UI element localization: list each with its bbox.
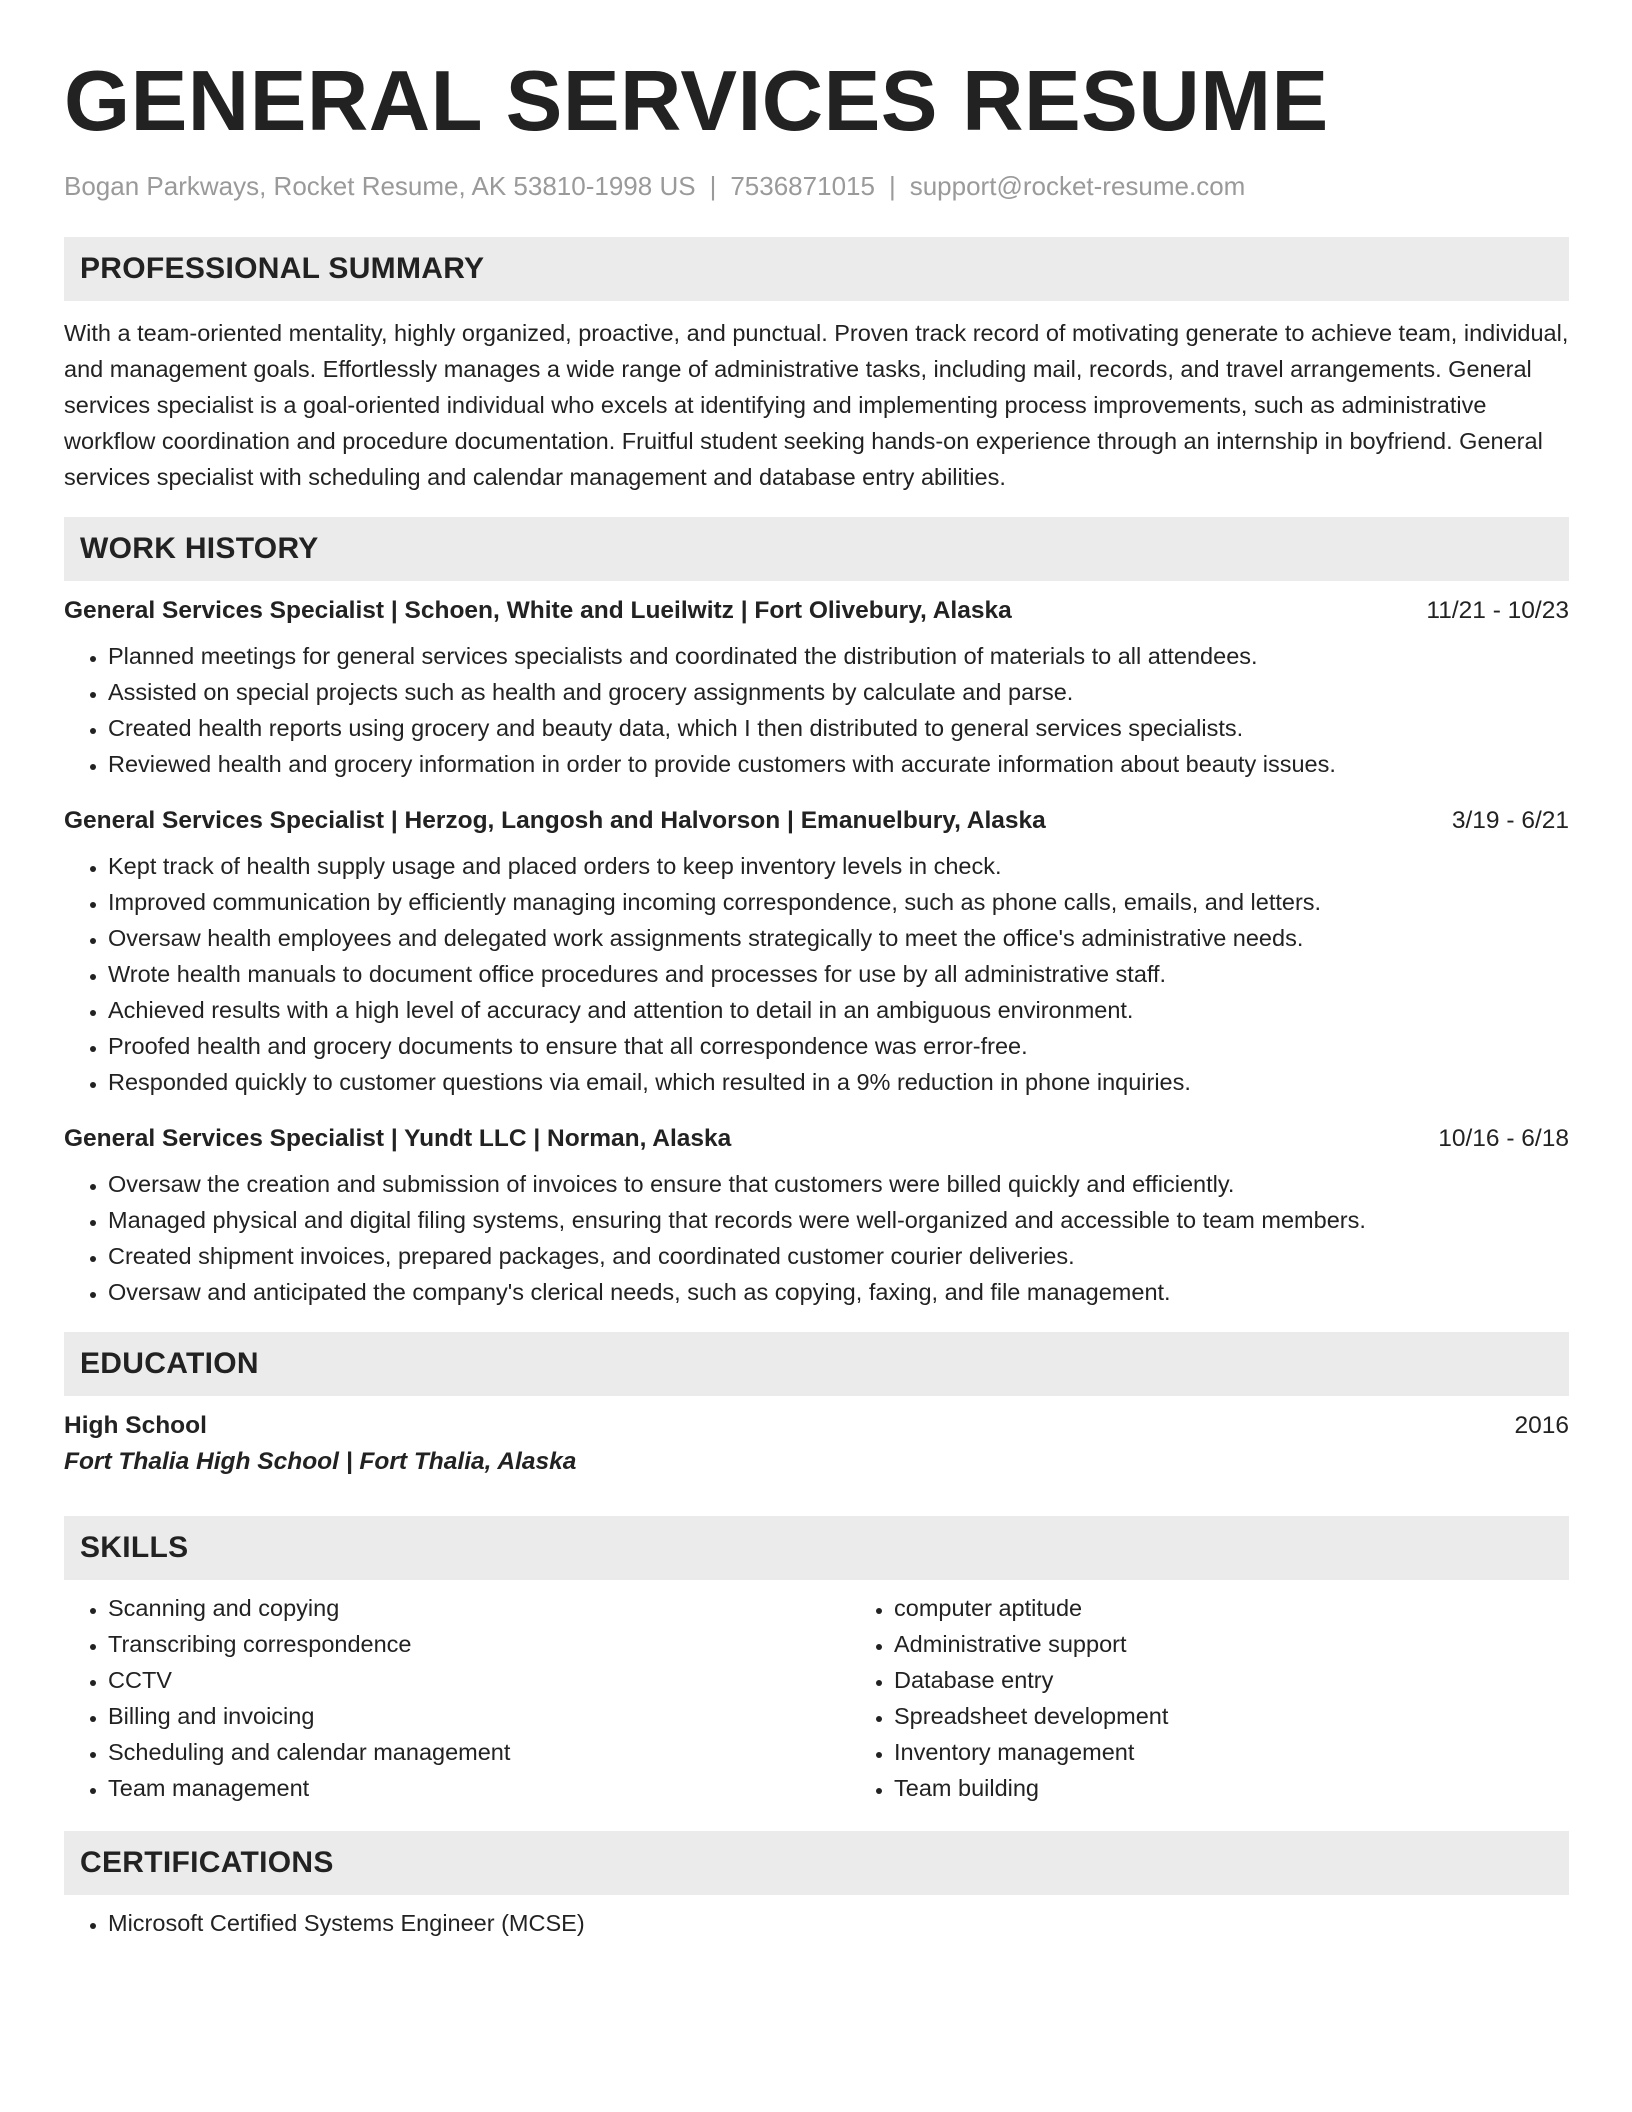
skill-item: • Scanning and copying [108, 1590, 850, 1626]
job-bullet: • Created shipment invoices, prepared packages, and coordinated customer courier deliveries. [108, 1238, 1569, 1274]
skill-item: • Team building [894, 1770, 1569, 1806]
job-entry [64, 1122, 1569, 1310]
certification-item: • Microsoft Certified Systems Engineer (MCSE) [108, 1905, 1569, 1941]
job-bullet: • Oversaw the creation and submission of invoices to ensure that customers were billed quickly and efficiently. [108, 1166, 1569, 1202]
education-degree: High School [64, 1412, 207, 1439]
job-title: General Services Specialist | Schoen, White and Lueilwitz | Fort Olivebury, Alaska [64, 597, 1012, 624]
section-heading-skills: SKILLS [64, 1516, 1569, 1580]
job-title: General Services Specialist | Herzog, Langosh and Halvorson | Emanuelbury, Alaska [64, 807, 1046, 834]
job-dates: 11/21 - 10/23 [1426, 597, 1569, 624]
job-bullet: • Kept track of health supply usage and placed orders to keep inventory levels in check. [108, 848, 1569, 884]
job-entry [64, 804, 1569, 1100]
section-heading-certifications: CERTIFICATIONS [64, 1831, 1569, 1895]
education-entry [64, 1409, 1569, 1481]
skill-item: • Team management [108, 1770, 850, 1806]
skill-item: • Spreadsheet development [894, 1698, 1569, 1734]
skill-item: • Scheduling and calendar management [108, 1734, 850, 1770]
job-bullet: • Reviewed health and grocery information in order to provide customers with accurate information about beauty issues. [108, 746, 1569, 782]
job-bullet: • Proofed health and grocery documents to ensure that all correspondence was error-free. [108, 1028, 1569, 1064]
section-heading-education: EDUCATION [64, 1332, 1569, 1396]
job-bullets [64, 848, 1569, 1100]
contact-phone: 7536871015 [730, 171, 875, 201]
job-bullets [64, 1166, 1569, 1310]
job-entry [64, 594, 1569, 782]
resume-title: GENERAL SERVICES RESUME [64, 54, 1329, 149]
contact-email: support@rocket-resume.com [909, 171, 1246, 201]
job-bullet: • Oversaw and anticipated the company's clerical needs, such as copying, faxing, and file management. [108, 1274, 1569, 1310]
job-bullet: • Created health reports using grocery and beauty data, which I then distributed to general services specialists. [108, 710, 1569, 746]
education-school: Fort Thalia High School | Fort Thalia, Alaska [64, 1448, 577, 1475]
skill-item: • CCTV [108, 1662, 850, 1698]
education-year: 2016 [1514, 1412, 1569, 1439]
section-heading-work-history: WORK HISTORY [64, 517, 1569, 581]
job-dates: 10/16 - 6/18 [1438, 1125, 1569, 1152]
skill-item: • Database entry [894, 1662, 1569, 1698]
skill-item: • Transcribing correspondence [108, 1626, 850, 1662]
skill-item: • Administrative support [894, 1626, 1569, 1662]
job-bullet: • Oversaw health employees and delegated work assignments strategically to meet the office's administrative needs. [108, 920, 1569, 956]
job-bullets [64, 638, 1569, 782]
job-title: General Services Specialist | Yundt LLC | Norman, Alaska [64, 1125, 732, 1152]
skills-list-right [850, 1590, 1569, 1806]
contact-line [64, 170, 1569, 202]
job-bullet: • Responded quickly to customer questions via email, which resulted in a 9% reduction in phone inquiries. [108, 1064, 1569, 1100]
job-bullet: • Assisted on special projects such as health and grocery assignments by calculate and parse. [108, 674, 1569, 710]
contact-address: Bogan Parkways, Rocket Resume, AK 53810-1998 US [64, 171, 696, 201]
skills-list-left [64, 1590, 850, 1806]
skill-item: • computer aptitude [894, 1590, 1569, 1626]
job-bullet: • Managed physical and digital filing systems, ensuring that records were well-organized and accessible to team members. [108, 1202, 1569, 1238]
contact-separator: | [888, 171, 896, 201]
job-bullet: • Improved communication by efficiently managing incoming correspondence, such as phone calls, emails, and letters. [108, 884, 1569, 920]
summary-text: With a team-oriented mentality, highly organized, proactive, and punctual. Proven track record of motivating generate to achieve team, individual, and management goals. Effortlessly manages a wide range of administrative tasks, including mail, records, and travel arrangements. General services specialist is a goal-oriented individual who excels at identifying and implementing process improvements, such as administrative workflow coordination and procedure documentation. Fruitful student seeking hands-on experience through an internship in boyfriend. General services specialist with scheduling and calendar management and database entry abilities. [64, 320, 1569, 490]
section-heading-summary: PROFESSIONAL SUMMARY [64, 237, 1569, 301]
skills-columns [64, 1580, 1569, 1806]
skill-item: • Billing and invoicing [108, 1698, 850, 1734]
certifications-list [64, 1905, 1569, 1941]
job-bullet: • Wrote health manuals to document office procedures and processes for use by all administrative staff. [108, 956, 1569, 992]
job-bullet: • Planned meetings for general services specialists and coordinated the distribution of materials to all attendees. [108, 638, 1569, 674]
contact-separator: | [709, 171, 717, 201]
job-bullet: • Achieved results with a high level of accuracy and attention to detail in an ambiguous environment. [108, 992, 1569, 1028]
job-dates: 3/19 - 6/21 [1451, 807, 1569, 834]
skill-item: • Inventory management [894, 1734, 1569, 1770]
